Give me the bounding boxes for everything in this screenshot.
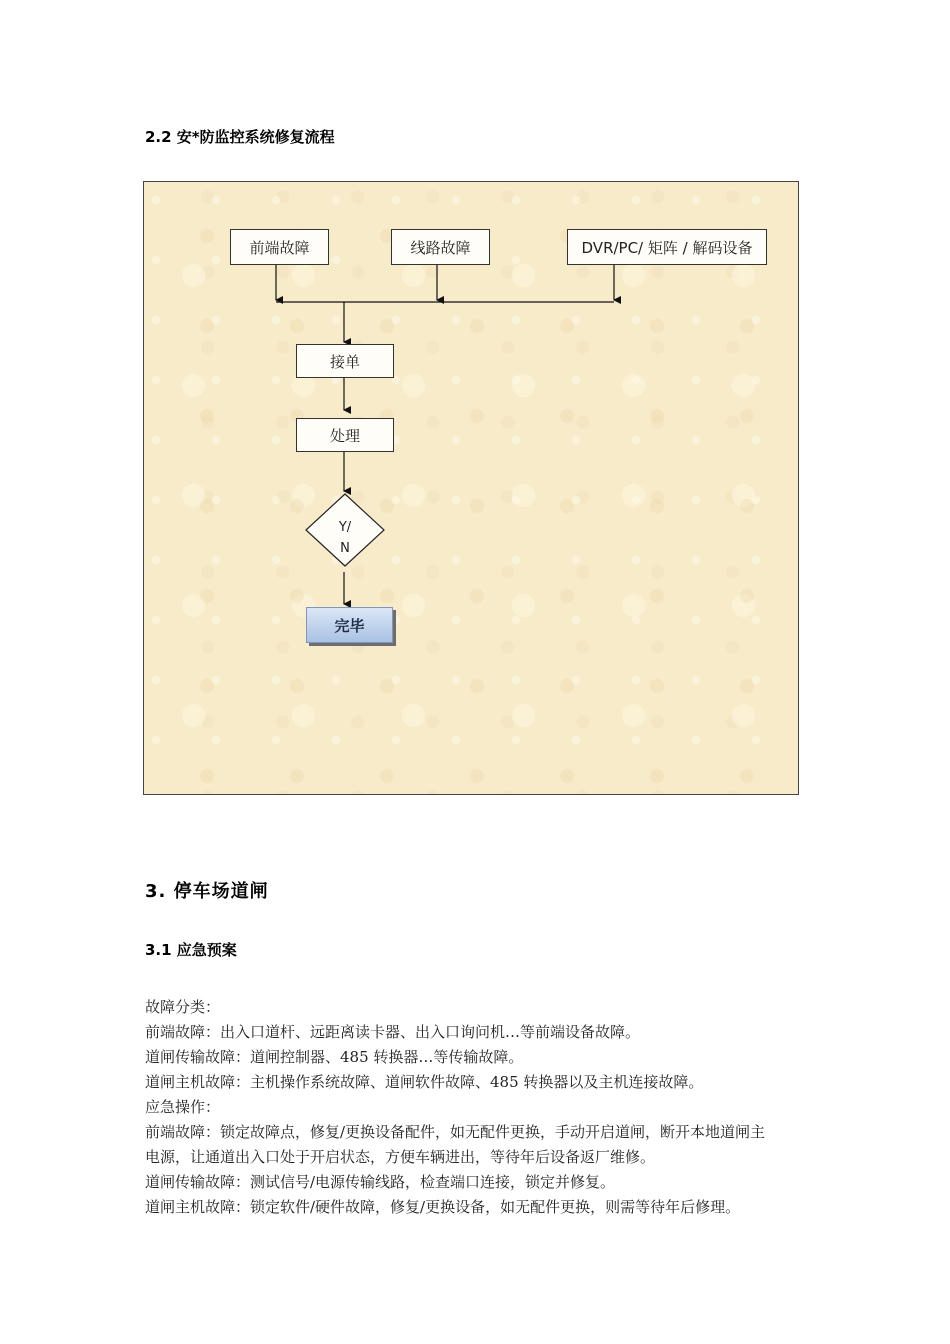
decision-label: [315, 517, 375, 559]
body-line: 道闸主机故障：锁定软件/硬件故障，修复/更换设备，如无配件更换，则需等待年后修理。: [145, 1198, 741, 1216]
body-line: 道闸传输故障：测试信号/电源传输线路，检查端口连接，锁定并修复。: [145, 1173, 616, 1191]
body-line: 道闸主机故障：主机操作系统故障、道闸软件故障、485 转换器以及主机连接故障。: [145, 1073, 704, 1091]
section-2-2-heading: 2.2 安*防监控系统修复流程: [145, 128, 335, 146]
section-3-1-heading: 3.1 应急预案: [145, 941, 237, 959]
section-3-heading: 3. 停车场道闸: [145, 881, 269, 902]
node-receive-order: 接单: [296, 344, 394, 378]
body-line: 道闸传输故障：道闸控制器、485 转换器…等传输故障。: [145, 1048, 524, 1066]
body-line: 应急操作：: [145, 1098, 221, 1116]
body-line: 前端故障：锁定故障点，修复/更换设备配件，如无配件更换，手动开启道闸，断开本地道闸主: [145, 1123, 766, 1141]
body-line: 前端故障：出入口道杆、远距离读卡器、出入口询问机…等前端设备故障。: [145, 1023, 641, 1041]
decision-label-yes: Y/: [338, 520, 352, 535]
node-dvr-device: DVR/PC/ 矩阵 / 解码设备: [567, 229, 767, 265]
flowchart-panel: [143, 181, 799, 795]
node-process: 处理: [296, 418, 394, 452]
body-line: 故障分类：: [145, 998, 221, 1016]
node-frontend-fault: 前端故障: [230, 229, 329, 265]
node-line-fault: 线路故障: [391, 229, 490, 265]
node-done: 完毕: [306, 607, 393, 643]
flowchart-connectors: [144, 182, 798, 794]
body-line: 电源，让通道出入口处于开启状态，方便车辆进出，等待年后设备返厂维修。: [145, 1148, 656, 1166]
emergency-plan-body: [145, 995, 765, 1220]
decision-label-no: N: [340, 541, 350, 556]
